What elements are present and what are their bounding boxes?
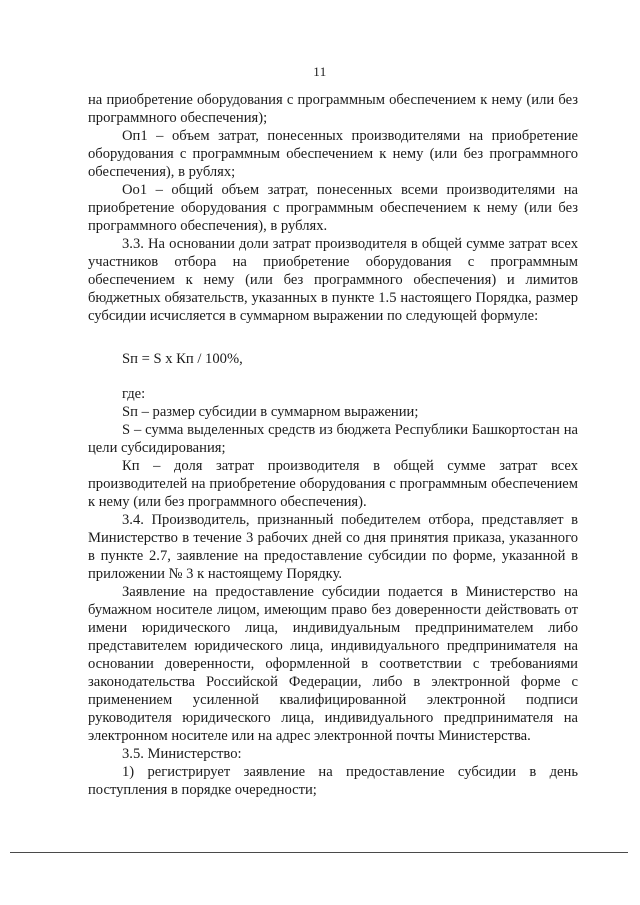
paragraph-continuation: на приобретение оборудования с программным обеспечением к нему (или без программного обеспечения);: [88, 92, 578, 126]
paragraph-3-4: 3.4. Производитель, признанный победителем отбора, представляет в Министерство в течение 3 рабочих дней со дня принятия приказа, указанного в пункте 2.7, заявление на предоставление субсидии по форме, указанной в приложении № 3 к настоящему Порядку.: [88, 512, 578, 582]
definition-kp: Кп – доля затрат производителя в общей сумме затрат всех производителей на приобретение оборудования с программным обеспечением к нему (или без программного обеспечения).: [88, 458, 578, 510]
paragraph-op1-definition: Оп1 – объем затрат, понесенных производителями на приобретение оборудования с программным обеспечением к нему (или без программного обеспечения), в рублях;: [88, 128, 578, 180]
definition-sp: Sп – размер субсидии в суммарном выражении;: [122, 404, 419, 420]
definition-s: S – сумма выделенных средств из бюджета Республики Башкортостан на цели субсидирования;: [88, 422, 578, 456]
page-bottom-rule: [10, 852, 628, 853]
spacer: [88, 325, 578, 350]
document-body: [88, 91, 578, 799]
formula-where-label: где:: [122, 386, 146, 402]
paragraph-application-submission: Заявление на предоставление субсидии подается в Министерство на бумажном носителе лицом, имеющим право без доверенности действовать от имени юридического лица, индивидуальным предпринимателем либо представителем юридического лица, индивидуального предпринимателя на основании доверенности, оформленной в соответствии с требованиями законодательства Российской Федерации, либо в электронной форме с применением усиленной квалифицированной электронной подписи руководителя юридического лица, индивидуального предпринимателя на электронном носителе или на адрес электронной почты Министерства.: [88, 584, 578, 744]
spacer: [88, 368, 578, 385]
subsidy-formula: Sп = S х Кп / 100%,: [122, 351, 243, 367]
paragraph-3-5: 3.5. Министерство:: [122, 746, 242, 762]
paragraph-oo1-definition: Оо1 – общий объем затрат, понесенных всеми производителями на приобретение оборудования с программным обеспечением к нему (или без программного обеспечения), в рублях.: [88, 182, 578, 234]
page-number: 11: [313, 64, 327, 79]
paragraph-3-5-item-1: 1) регистрирует заявление на предоставление субсидии в день поступления в порядке очередности;: [88, 764, 578, 798]
paragraph-3-3: 3.3. На основании доли затрат производителя в общей сумме затрат всех участников отбора на приобретение оборудования с программным обеспечением к нему (или без программного обеспечения) и лимитов бюджетных обязательств, указанных в пункте 1.5 настоящего Порядка, размер субсидии исчисляется в суммарном выражении по следующей формуле:: [88, 236, 578, 324]
